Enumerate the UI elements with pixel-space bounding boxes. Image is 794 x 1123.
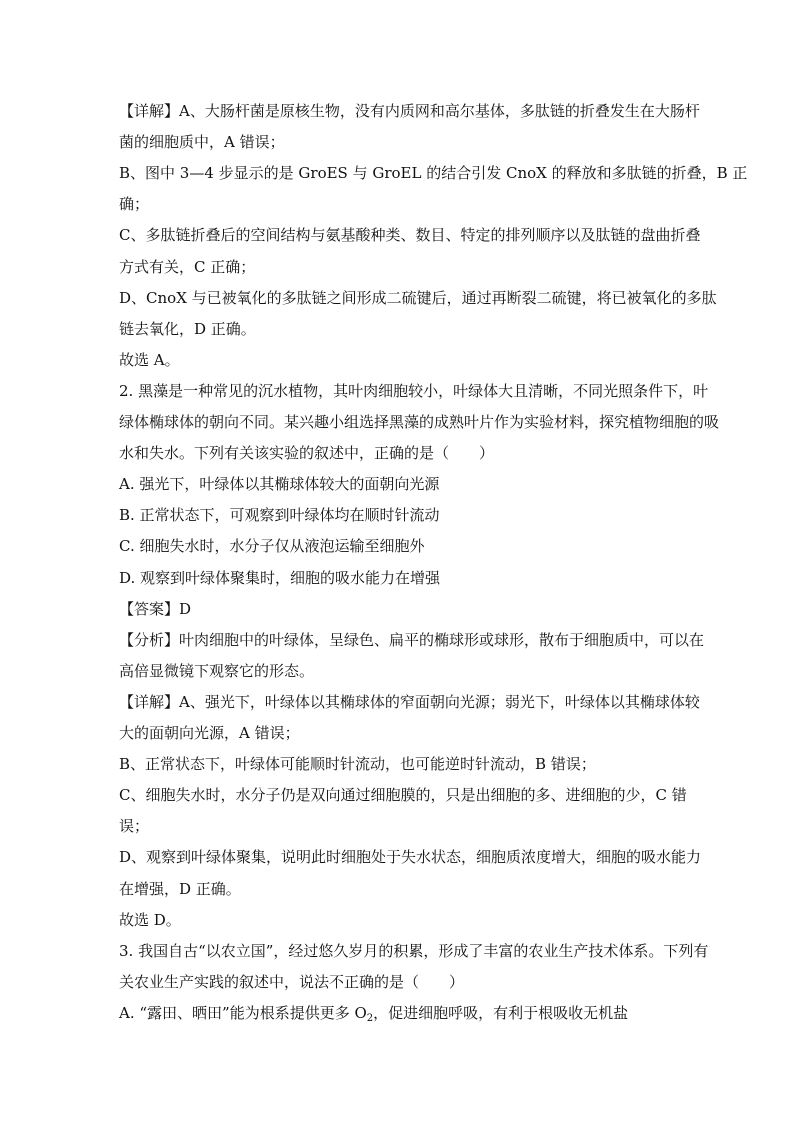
- text-line: C、细胞失水时，水分子仍是双向通过细胞膜的，只是出细胞的多、进细胞的少，C 错: [119, 786, 687, 805]
- text-line: D、CnoX 与已被氧化的多肽链之间形成二硫键后，通过再断裂二硫键，将已被氧化的多肽: [119, 288, 717, 307]
- text-line: 【详解】A、大肠杆菌是原核生物，没有内质网和高尔基体，多肽链的折叠发生在大肠杆: [119, 102, 700, 120]
- text-line: 3. 我国自古“以农立国”，经过悠久岁月的积累，形成了丰富的农业生产技术体系。下列有: [119, 941, 709, 960]
- text-line: 在增强，D 正确。: [119, 879, 241, 898]
- option-line: [119, 1002, 682, 1024]
- option-text-tail: ，促进细胞呼吸，有利于根吸收无机盐: [373, 1003, 629, 1022]
- text-line: 大的面朝向光源，A 错误；: [119, 724, 300, 742]
- text-line: D. 观察到叶绿体聚集时，细胞的吸水能力在增强: [119, 568, 441, 587]
- text-line: 高倍显微镜下观察它的形态。: [119, 661, 315, 680]
- text-line: 链去氧化，D 正确。: [119, 319, 256, 338]
- text-line: 方式有关，C 正确；: [119, 257, 256, 276]
- text-line: 【分析】叶肉细胞中的叶绿体，呈绿色、扁平的椭球形或球形，散布于细胞质中，可以在: [119, 630, 705, 649]
- text-line: 【答案】D: [119, 599, 192, 618]
- text-line: B. 正常状态下，可观察到叶绿体均在顺时针流动: [119, 506, 440, 525]
- text-line: 水和失水。下列有关该实验的叙述中，正确的是（ ）: [119, 444, 495, 463]
- option-text: A. “露田、晒田”能为根系提供更多 O: [119, 1003, 367, 1022]
- text-line: 故选 D。: [119, 910, 181, 929]
- text-line: 2. 黑藻是一种常见的沉水植物，其叶肉细胞较小，叶绿体大且清晰，不同光照条件下，叶: [119, 381, 709, 400]
- text-line: 误；: [119, 817, 150, 836]
- text-line: D、观察到叶绿体聚集，说明此时细胞处于失水状态，细胞质浓度增大，细胞的吸水能力: [119, 848, 702, 867]
- subscript: 2: [366, 1012, 374, 1024]
- text-line: A. 强光下，叶绿体以其椭球体较大的面朝向光源: [119, 475, 440, 494]
- text-line: 确；: [119, 195, 150, 214]
- text-line: C、多肽链折叠后的空间结构与氨基酸种类、数目、特定的排列顺序以及肽链的盘曲折叠: [119, 226, 701, 245]
- text-line: 菌的细胞质中，A 错误；: [119, 133, 285, 152]
- text-line: 故选 A。: [119, 350, 180, 369]
- text-line: 绿体椭球体的朝向不同。某兴趣小组选择黑藻的成熟叶片作为实验材料，探究植物细胞的吸: [119, 413, 720, 431]
- text-line: B、图中 3—4 步显示的是 GroES 与 GroEL 的结合引发 CnoX 的释放和多肽链的折叠，B 正: [119, 164, 748, 183]
- text-line: 关农业生产实践的叙述中，说法不正确的是（ ）: [119, 972, 465, 991]
- text-line: 【详解】A、强光下，叶绿体以其椭球体的窄面朝向光源；弱光下，叶绿体以其椭球体较: [119, 692, 700, 711]
- text-line: C. 细胞失水时，水分子仅从液泡运输至细胞外: [119, 537, 425, 556]
- text-line: B、正常状态下，叶绿体可能顺时针流动，也可能逆时针流动，B 错误；: [119, 755, 596, 774]
